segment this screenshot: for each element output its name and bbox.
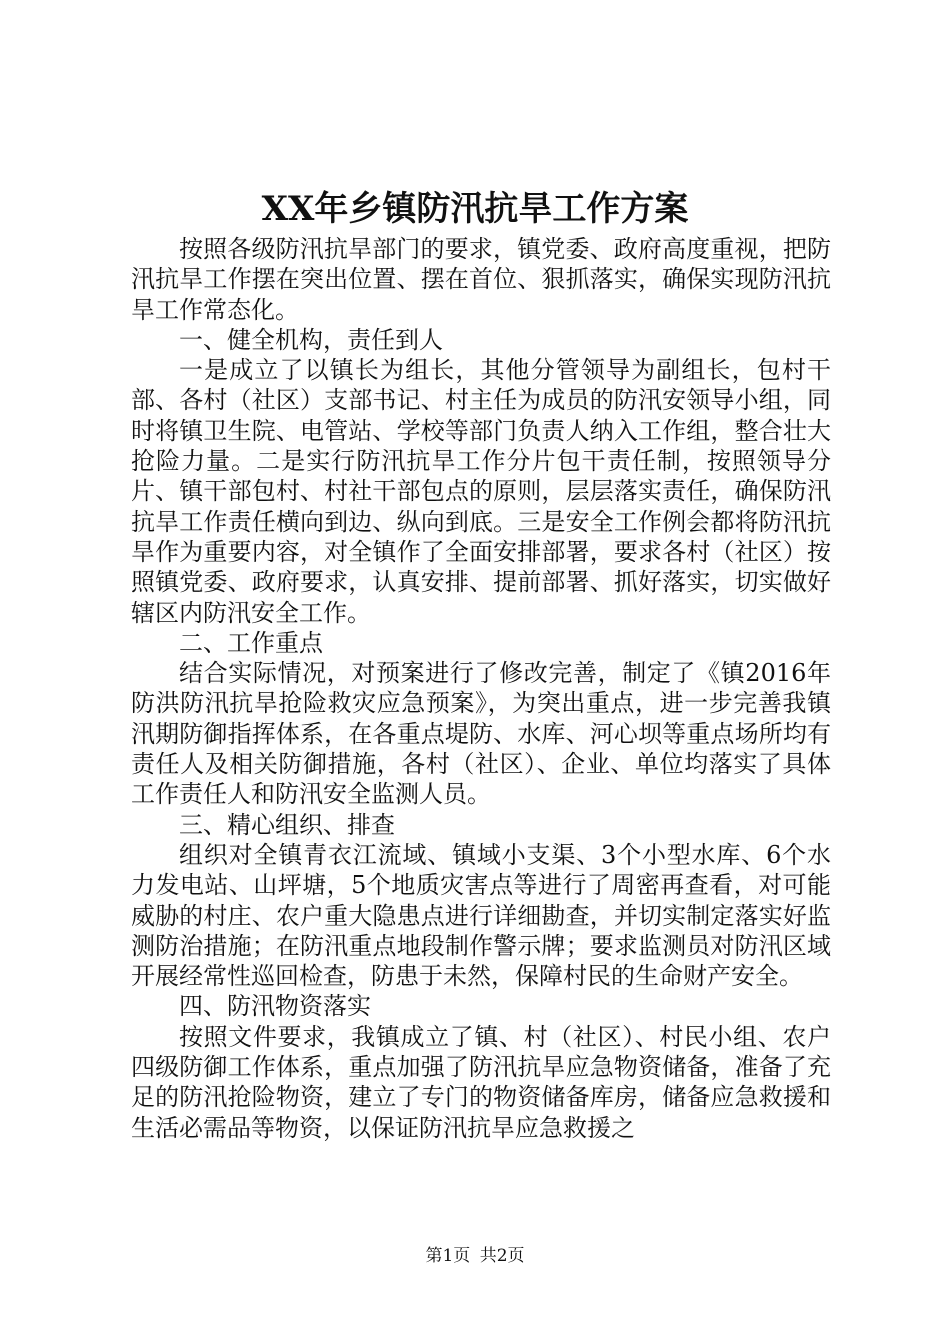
section-paragraph-4: 按照文件要求，我镇成立了镇、村（社区）、村民小组、农户四级防御工作体系，重点加强了防汛抗旱应急物资储备，准备了充足的防汛抢险物资，建立了专门的物资储备库房，储备应急救援和生活必需品等物资，以保证防汛抗旱应急救援之 xyxy=(131,1022,831,1142)
section-paragraph-3: 组织对全镇青衣江流域、镇域小支渠、3个小型水库、6个水力发电站、山坪塘，5个地质灾害点等进行了周密再查看，对可能威胁的村庄、农户重大隐患点进行详细勘查，并切实制定落实好监测防治措施；在防汛重点地段制作警示牌；要求监测员对防汛区域开展经常性巡回检查，防患于未然，保障村民的生命财产安全。 xyxy=(131,840,831,991)
page-number-current: 第1页 xyxy=(425,1246,471,1266)
page-number-total: 共2页 xyxy=(479,1246,525,1266)
section-heading-3: 三、精心组织、排查 xyxy=(179,810,395,839)
section-paragraph-2: 结合实际情况，对预案进行了修改完善，制定了《镇2016年防洪防汛抗旱抢险救灾应急预案》，为突出重点，进一步完善我镇汛期防御指挥体系，在各重点堤防、水库、河心坝等重点场所均有责任人及相关防御措施，各村（社区）、企业、单位均落实了具体工作责任人和防汛安全监测人员。 xyxy=(131,659,831,809)
section-paragraph-1: 一是成立了以镇长为组长，其他分管领导为副组长，包村干部、各村（社区）支部书记、村主任为成员的防汛安领导小组，同时将镇卫生院、电管站、学校等部门负责人纳入工作组，整合壮大抢险力量。二是实行防汛抗旱工作分片包干责任制，按照领导分片、镇干部包村、村社干部包点的原则，层层落实责任，确保防汛抗旱工作责任横向到边、纵向到底。三是安全工作例会都将防汛抗旱作为重要内容，对全镇作了全面安排部署，要求各村（社区）按照镇党委、政府要求，认真安排、提前部署、抓好落实，切实做好辖区内防汛安全工作。 xyxy=(131,356,831,627)
section-heading-1: 一、健全机构，责任到人 xyxy=(179,325,443,354)
section-heading-4: 四、防汛物资落实 xyxy=(179,992,371,1021)
document-body xyxy=(131,234,831,1143)
section-heading-2: 二、工作重点 xyxy=(179,628,323,657)
document-title: XX年乡镇防汛抗旱工作方案 xyxy=(261,189,689,229)
intro-paragraph: 按照各级防汛抗旱部门的要求，镇党委、政府高度重视，把防汛抗旱工作摆在突出位置、摆在首位、狠抓落实，确保实现防汛抗旱工作常态化。 xyxy=(131,235,831,324)
page-footer xyxy=(0,1244,950,1268)
